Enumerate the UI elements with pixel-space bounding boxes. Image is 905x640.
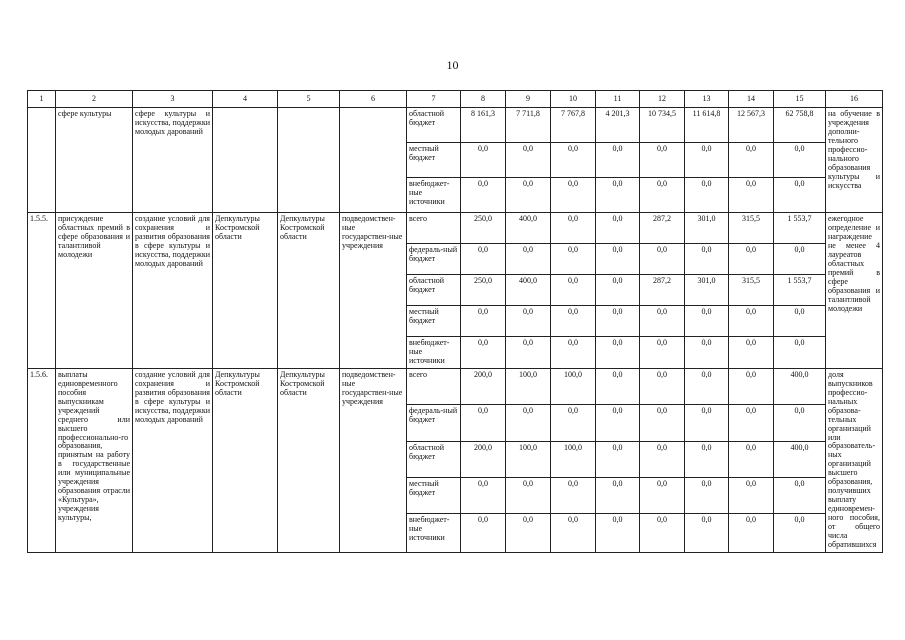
value-cell: 0,0 — [640, 477, 685, 513]
value-cell: 0,0 — [640, 143, 685, 178]
value-cell: 0,0 — [774, 477, 826, 513]
funding-source-cell: местный бюджет — [407, 143, 461, 178]
value-cell: 0,0 — [461, 244, 506, 275]
value-cell: 0,0 — [551, 405, 596, 441]
result-cell: доля выпускников профессио-нальных образова-тельных организаций или образователь-ных организаций высшего образования, получивших выплату единовремен-ного пособия, от общего числа обратившихся — [826, 368, 883, 552]
value-cell: 200,0 — [461, 368, 506, 404]
value-cell: 400,0 — [774, 441, 826, 477]
value-cell: 0,0 — [551, 514, 596, 553]
value-cell: 0,0 — [729, 306, 774, 337]
value-cell: 0,0 — [506, 337, 551, 369]
funding-source-cell: областной бюджет — [407, 108, 461, 143]
table-row — [28, 368, 883, 404]
value-cell: 0,0 — [640, 441, 685, 477]
funding-source-cell: местный бюджет — [407, 306, 461, 337]
result-cell: на обучение в учреждения дополни-тельного професcио-нального образования культуры и искусства — [826, 108, 883, 213]
value-cell: 0,0 — [685, 178, 729, 213]
header-cell: 5 — [278, 91, 340, 108]
value-cell: 0,0 — [461, 514, 506, 553]
activity-name-cell: присуждение областных премий в сфере образования и талантливой молодежи — [56, 213, 133, 369]
value-cell: 4 201,3 — [596, 108, 640, 143]
header-cell: 2 — [56, 91, 133, 108]
value-cell: 0,0 — [461, 477, 506, 513]
value-cell: 0,0 — [506, 477, 551, 513]
value-cell: 0,0 — [596, 405, 640, 441]
value-cell: 0,0 — [596, 178, 640, 213]
header-cell: 7 — [407, 91, 461, 108]
value-cell: 0,0 — [640, 178, 685, 213]
value-cell: 0,0 — [506, 244, 551, 275]
value-cell: 0,0 — [596, 514, 640, 553]
value-cell: 400,0 — [506, 213, 551, 244]
header-cell: 12 — [640, 91, 685, 108]
value-cell: 0,0 — [774, 306, 826, 337]
value-cell: 62 758,8 — [774, 108, 826, 143]
value-cell: 0,0 — [506, 143, 551, 178]
funding-source-cell: федераль-ный бюджет — [407, 405, 461, 441]
value-cell: 0,0 — [596, 244, 640, 275]
item-number-cell: 1.5.6. — [28, 368, 56, 552]
value-cell: 315,5 — [729, 213, 774, 244]
coordinator-cell: Депкультуры Костромской области — [213, 213, 278, 369]
value-cell: 0,0 — [774, 143, 826, 178]
value-cell: 0,0 — [729, 368, 774, 404]
value-cell: 0,0 — [729, 441, 774, 477]
value-cell: 0,0 — [596, 441, 640, 477]
value-cell: 0,0 — [596, 477, 640, 513]
value-cell: 0,0 — [729, 405, 774, 441]
header-cell: 1 — [28, 91, 56, 108]
value-cell: 0,0 — [596, 143, 640, 178]
value-cell: 11 614,8 — [685, 108, 729, 143]
header-cell: 10 — [551, 91, 596, 108]
value-cell: 0,0 — [461, 405, 506, 441]
header-cell: 4 — [213, 91, 278, 108]
value-cell: 0,0 — [774, 337, 826, 369]
value-cell: 0,0 — [640, 337, 685, 369]
value-cell: 12 567,3 — [729, 108, 774, 143]
executor-cell — [340, 108, 407, 213]
value-cell: 0,0 — [685, 477, 729, 513]
value-cell: 0,0 — [640, 244, 685, 275]
value-cell: 0,0 — [685, 337, 729, 369]
value-cell: 0,0 — [640, 306, 685, 337]
value-cell: 287,2 — [640, 275, 685, 306]
header-cell: 8 — [461, 91, 506, 108]
responsible-cell: Депкультуры Костромской области — [278, 368, 340, 552]
value-cell: 400,0 — [506, 275, 551, 306]
value-cell: 0,0 — [551, 178, 596, 213]
page-number: 10 — [446, 58, 459, 72]
header-cell: 16 — [826, 91, 883, 108]
value-cell: 315,5 — [729, 275, 774, 306]
value-cell: 0,0 — [774, 178, 826, 213]
value-cell: 200,0 — [461, 441, 506, 477]
header-row — [28, 91, 883, 108]
value-cell: 8 161,3 — [461, 108, 506, 143]
value-cell: 7 767,8 — [551, 108, 596, 143]
value-cell: 100,0 — [551, 441, 596, 477]
responsible-cell: Депкультуры Костромской области — [278, 213, 340, 369]
header-cell: 14 — [729, 91, 774, 108]
value-cell: 0,0 — [685, 368, 729, 404]
goal-cell: сфере культуры и искусства, поддержки молодых дарований — [133, 108, 213, 213]
value-cell: 0,0 — [774, 244, 826, 275]
item-number-cell: 1.5.5. — [28, 213, 56, 369]
responsible-cell — [278, 108, 340, 213]
value-cell: 0,0 — [506, 405, 551, 441]
funding-source-cell: всего — [407, 213, 461, 244]
value-cell: 10 734,5 — [640, 108, 685, 143]
executor-cell: подведомствен-ные государствен-ные учреждения — [340, 213, 407, 369]
value-cell: 100,0 — [506, 441, 551, 477]
table-row — [28, 108, 883, 143]
value-cell: 0,0 — [596, 275, 640, 306]
value-cell: 301,0 — [685, 213, 729, 244]
executor-cell: подведомствен-ные государствен-ные учреждения — [340, 368, 407, 552]
funding-source-cell: внебюджет-ные источники — [407, 337, 461, 369]
value-cell: 0,0 — [551, 213, 596, 244]
value-cell: 0,0 — [640, 368, 685, 404]
table-row — [28, 213, 883, 244]
value-cell: 100,0 — [506, 368, 551, 404]
value-cell: 0,0 — [461, 178, 506, 213]
value-cell: 0,0 — [685, 306, 729, 337]
value-cell: 287,2 — [640, 213, 685, 244]
value-cell: 0,0 — [596, 368, 640, 404]
value-cell: 0,0 — [596, 213, 640, 244]
value-cell: 0,0 — [640, 405, 685, 441]
value-cell: 0,0 — [685, 405, 729, 441]
funding-source-cell: федераль-ный бюджет — [407, 244, 461, 275]
value-cell: 0,0 — [685, 514, 729, 553]
value-cell: 400,0 — [774, 368, 826, 404]
activity-name-cell: сфере культуры — [56, 108, 133, 213]
funding-source-cell: внебюджет-ные источники — [407, 178, 461, 213]
value-cell: 0,0 — [729, 477, 774, 513]
value-cell: 1 553,7 — [774, 275, 826, 306]
header-cell: 3 — [133, 91, 213, 108]
value-cell: 250,0 — [461, 213, 506, 244]
funding-source-cell: областной бюджет — [407, 441, 461, 477]
value-cell: 0,0 — [729, 514, 774, 553]
value-cell: 0,0 — [461, 337, 506, 369]
result-cell: ежегодное определение и награждение не менее 4 лауреатов областных премий в сфере образования и талантливой молодежи — [826, 213, 883, 369]
value-cell: 0,0 — [461, 306, 506, 337]
value-cell: 0,0 — [506, 306, 551, 337]
value-cell: 0,0 — [551, 244, 596, 275]
value-cell: 0,0 — [551, 337, 596, 369]
header-cell: 9 — [506, 91, 551, 108]
value-cell: 0,0 — [551, 143, 596, 178]
value-cell: 0,0 — [729, 143, 774, 178]
goal-cell: создание условий для сохранения и развития образования в сфере культуры и искусства, поддержки молодых дарований — [133, 213, 213, 369]
value-cell: 250,0 — [461, 275, 506, 306]
value-cell: 301,0 — [685, 275, 729, 306]
value-cell: 1 553,7 — [774, 213, 826, 244]
header-cell: 6 — [340, 91, 407, 108]
value-cell: 0,0 — [551, 275, 596, 306]
header-cell: 11 — [596, 91, 640, 108]
value-cell: 0,0 — [729, 244, 774, 275]
value-cell: 0,0 — [685, 244, 729, 275]
budget-table — [27, 90, 883, 553]
funding-source-cell: всего — [407, 368, 461, 404]
header-cell: 13 — [685, 91, 729, 108]
value-cell: 0,0 — [461, 143, 506, 178]
value-cell: 0,0 — [729, 178, 774, 213]
value-cell: 0,0 — [685, 441, 729, 477]
value-cell: 0,0 — [640, 514, 685, 553]
value-cell: 0,0 — [774, 405, 826, 441]
header-cell: 15 — [774, 91, 826, 108]
value-cell: 0,0 — [729, 337, 774, 369]
value-cell: 100,0 — [551, 368, 596, 404]
value-cell: 0,0 — [506, 178, 551, 213]
item-number-cell — [28, 108, 56, 213]
value-cell: 7 711,8 — [506, 108, 551, 143]
value-cell: 0,0 — [774, 514, 826, 553]
funding-source-cell: местный бюджет — [407, 477, 461, 513]
value-cell: 0,0 — [551, 306, 596, 337]
coordinator-cell — [213, 108, 278, 213]
value-cell: 0,0 — [596, 306, 640, 337]
goal-cell: создание условий для сохранения и развития образования в сфере культуры и искусства, поддержки молодых дарований — [133, 368, 213, 552]
activity-name-cell: выплаты единовременного пособия выпускникам учреждений среднего или высшего профессионально-го образования, принятым на работу в государственные или муниципальные учреждения образования отрасли «Культура», учреждения культуры, — [56, 368, 133, 552]
funding-source-cell: областной бюджет — [407, 275, 461, 306]
funding-source-cell: внебюджет-ные источники — [407, 514, 461, 553]
value-cell: 0,0 — [685, 143, 729, 178]
value-cell: 0,0 — [596, 337, 640, 369]
value-cell: 0,0 — [551, 477, 596, 513]
coordinator-cell: Депкультуры Костромской области — [213, 368, 278, 552]
value-cell: 0,0 — [506, 514, 551, 553]
